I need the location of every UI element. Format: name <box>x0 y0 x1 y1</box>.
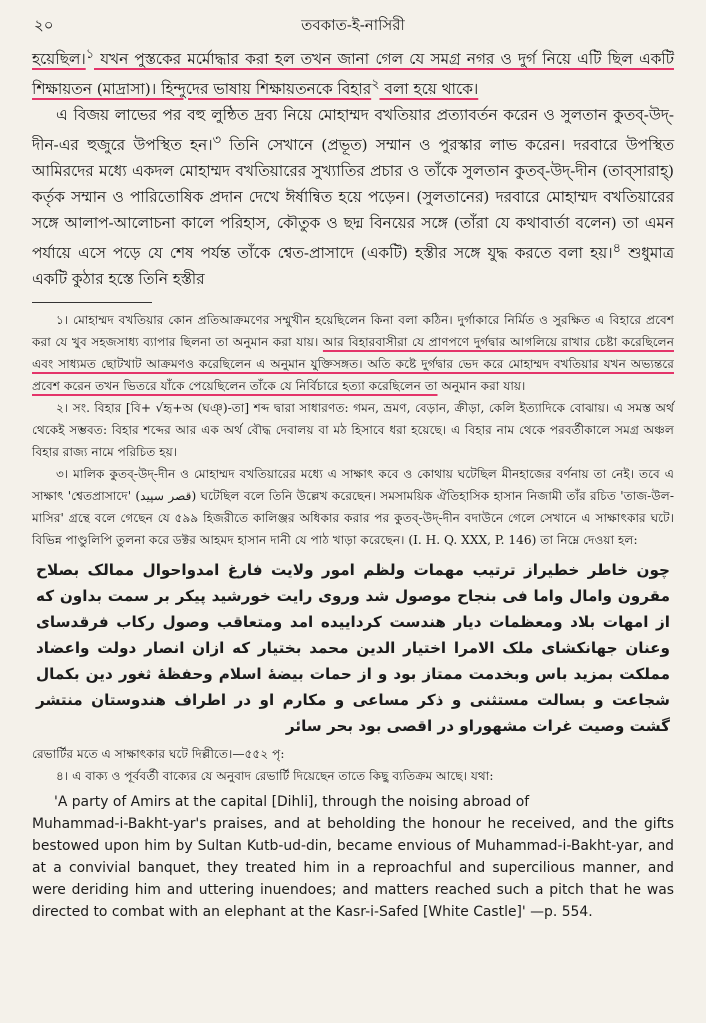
footnote-4: ৪। এ বাক্য ও পূর্ববর্তী বাক্যের যে অনুবাদ রেভার্টি দিয়েছেন তাতে কিছু ব্যতিক্রম আছে। যথা: <box>56 769 494 784</box>
quote-text: Muhammad-i-Bakht-yar's praises, and at beholding the honour he received, and the gifts bestowed upon him by Sultan Kutb-ud-din, became envious of Muhammad-i-Bakht-yar, and at a convivial banquet, they treated him in a reproachful and supercilious manner, and were deriding him and uttering inuendoes; and matters reached such a pitch that he was directed to combat with an elephant at the Kasr-i-Safed [White Castle]' —p. 554. <box>32 816 674 921</box>
english-quote <box>32 791 674 923</box>
footnote-text: অনুমান করা যায়। <box>437 379 526 394</box>
page-header <box>32 8 674 42</box>
footnote-1 <box>32 309 674 397</box>
footnote-text: ১। মোহাম্মদ বখতিয়ার কোন প্রতিআক্রমণের সম্মুখীন হয়েছিলেন কিনা বলা কঠিন। দুর্গাকারে নির্মিত ও সুরক্ষিত এ বিহারে প্রবেশ করা যে খুব সহজসাধ্য ব্যাপার ছিলনা তা অনুমান করা যায়। <box>32 313 674 350</box>
document-page <box>32 8 674 923</box>
paragraph-text: এ বিজয় লাভের পর বহু লুন্ঠিত দ্রব্য নিয়ে মোহাম্মদ বখতিয়ার প্রত্যাবর্তন করেন ও সুলতান কুতব্-উদ্-দীন-এর হুজুরে উপস্থিত হন। <box>32 106 674 155</box>
paragraph-text: শুধুমাত্র একটি কুঠার হস্তে তিনি হস্তীর <box>32 244 674 289</box>
footnote-2: ২। সং. বিহার [বি+ √হৃ+অ (ঘঞ্)-তা] শব্দ দ্বারা সাধারণত: গমন, ভ্রমণ, বেড়ান, ক্রীড়া, কেলি ইত্যাদিকে বোঝায়। এ সমস্ত অর্থ থেকেই সম্ভবত: বিহার শব্দের আর এক অর্থ বৌদ্ধ দেবালয় বা মঠ হিসাবে ধরা হয়েছে। এ বিহার নাম থেকে পরবর্তীকালে সমগ্র অঞ্চল বিহার রাজ্য নামে পরিচিত হয়। <box>32 401 674 460</box>
paragraph-text: তিনি সেখানে (প্রভূত) সম্মান ও পুরস্কার লাভ করেন। দরবারে উপস্থিত আমিরদের মধ্যে একদল মোহাম্মদ বখতিয়ারের সুখ্যাতির প্রচার ও তাঁকে সুলতান কুতব্-উদ্-দীন (তাব্‌সারাহ্) কর্তৃক সম্মান ও পারিতোষিক প্রদান দেখে ঈর্ষান্বিত হয়ে পড়েন। (সুলতানের) দরবারে মোহাম্মদ বখতিয়ারের সঙ্গে আলাপ-আলোচনা কালে পরিহাস, কৌতুক ও ছদ্ম বিনয়ের সঙ্গে (তাঁরা যে কথাবার্তা বলেন) তা এমন পর্যায়ে এসে পড়ে যে শেষ পর্যন্ত তাঁকে শ্বেত-প্রাসাদে (একটি) হস্তীর সঙ্গে যুদ্ধ করতে বলা হয়। <box>32 136 675 263</box>
footnote-3 <box>32 463 674 551</box>
quote-line: 'A party of Amirs at the capital [Dihli], through the noising abroad of <box>54 794 530 811</box>
highlighted-text: যখন পুস্তকের মর্মোদ্ধার করা হল তখন জানা গেল যে সমগ্র নগর ও দুর্গ নিয়ে এটি ছিল একটি শিক্ষায়তন (মাদ্রাসা)। হিন্দুদের ভাষায় শিক্ষায়তনকে বিহার <box>32 50 674 99</box>
footnote-ref-1: ১ <box>85 47 94 62</box>
highlighted-text: হয়েছিল। <box>32 50 86 69</box>
main-paragraph-1 <box>32 42 674 102</box>
running-title: তবকাত-ই-নাসিরী <box>301 16 405 34</box>
highlighted-text: বলা হয়ে থাকে। <box>379 80 479 99</box>
persian-quote: چون خاطر خطیراز ترتیب مهمات ولظم امور ولایت فارغ امدواحوال ممالک بصلاح مقرون وامال واما فی بنجاح موصول شد وروی رایت خورشید پیکر بر سمت بداون که از امهات بلاد ومعظمات دیار هندست کرداییده امد ومتعاقب وصول رکاب فرقدسای وعنان جهانکشای ملک الامرا اختیار الدین محمد بختیار که ازان انصار دولت واعضاد مملکت بمزید باس وبخدمت ممتاز بود و از حمات بیضهٔ اسلام وحفظهٔ ثغور دین بکمال شجاعت و بسالت مستثنی و ذکر مساعی و مکارم او در اطراف هندوستان منتشر گشت وصیت غرات مشهوراو در اقصی بود بحر سائر <box>36 561 670 736</box>
main-paragraph-2 <box>32 102 674 292</box>
highlighted-text: আর বিহারবাসীরা যে প্রাণপণে দুর্গদ্বার আগলিয়ে রাখার চেষ্টা করেছিলেন এবং সাধ্যমত ছোটখাট আক্রমণও করেছিলেন এ অনুমান যুক্তিসঙ্গত। অতি কষ্টে দুর্গদ্বার ভেদ করে মোহাম্মদ বখতিয়ার যখন অভ্যন্তরে প্রবেশ করেন তখন ভিতরে যাঁকে পেয়েছিলেন তাঁকে যে নির্বিচারে হত্যা করেছিলেন তা <box>32 335 674 394</box>
footnote-3-tail: রেভার্টির মতে এ সাক্ষাৎকার ঘটে দিল্লীতে।—৫৫২ পৃ: <box>32 747 285 762</box>
footnote-ref-3: ৩ <box>212 133 221 149</box>
persian-inline: (قصر سپید) <box>135 489 197 504</box>
footnote-text: ৩। মালিক কুতব্-উদ্-দীন ও মোহাম্মদ বখতিয়ারের মধ্যে এ সাক্ষাৎ কবে ও কোথায় ঘটেছিল মীনহাজের বর্ণনায় তা নেই। তবে এ সাক্ষাৎ 'শ্বেতপ্রাসাদে' <box>32 467 674 504</box>
footnote-ref-2: ২ <box>371 77 380 93</box>
footnote-text: ঘটেছিল বলে তিনি উল্লেখ করেছেন। সমসাময়িক ঐতিহাসিক হাসান নিজামী তাঁর রচিত 'তাজ-উল-মাসির' গ্রন্থে বলে গেছেন যে ৫৯৯ হিজরীতে কালিঞ্জর অধিকার করার পর কুতব্-উদ্-দীন বদাউনে গেলে সেখানে এ সাক্ষাৎকার ঘটে। বিভিন্ন পাণ্ডুলিপি তুলনা করে ডক্টর আহমদ হাসান দানী যে পাঠ খাড়া করেছেন। (I. H. Q. XXX, P. 146) তা নিম্নে দেওয়া হল: <box>32 489 674 548</box>
page-number: ২০ <box>34 16 54 34</box>
footnote-ref-4: ৪ <box>612 241 621 257</box>
footnote-divider <box>32 302 152 303</box>
